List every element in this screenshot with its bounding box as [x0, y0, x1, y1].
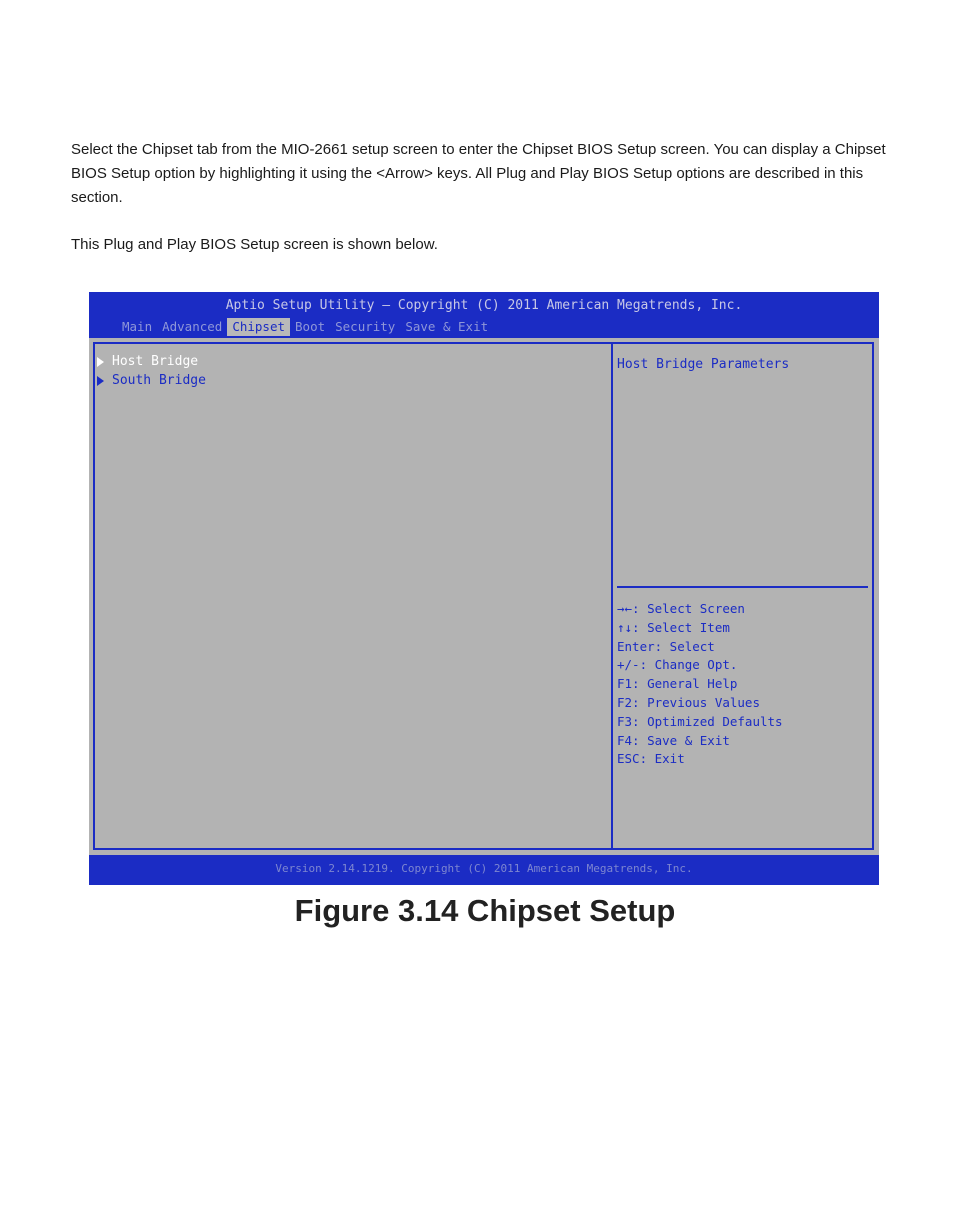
- screen-intro-paragraph: This Plug and Play BIOS Setup screen is shown below.: [71, 236, 438, 253]
- key-help-item: Enter: Select: [617, 638, 715, 654]
- intro-paragraph: Select the Chipset tab from the MIO-2661 setup screen to enter the Chipset BIOS Setup screen. You can display a Chipset BIOS Setup option by highlighting it using the <Arrow> keys. All Plug and Play BIOS Setup options are described in this section.: [71, 141, 886, 206]
- key-help-item: F1: General Help: [617, 676, 738, 692]
- key-help-item: ESC: Exit: [617, 751, 685, 767]
- item-help-text: Host Bridge Parameters: [617, 357, 790, 372]
- menu-item-label: South Bridge: [112, 373, 206, 388]
- key-help-item: ↑↓: Select Item: [617, 619, 730, 635]
- key-help-item: F3: Optimized Defaults: [617, 713, 783, 729]
- menu-item-south-bridge[interactable]: [97, 371, 206, 390]
- tab-advanced[interactable]: Advanced: [162, 319, 223, 334]
- bios-tab-bar: [117, 318, 493, 336]
- tab-chipset[interactable]: Chipset: [227, 318, 290, 336]
- figure-caption: Figure 3.14 Chipset Setup: [294, 893, 676, 928]
- chipset-menu: [97, 352, 206, 390]
- bios-footer: [89, 855, 879, 885]
- bios-body: [89, 338, 879, 855]
- key-help-item: F4: Save & Exit: [617, 732, 730, 748]
- submenu-arrow-icon: [97, 357, 104, 367]
- bios-header: [89, 292, 879, 338]
- bios-version-text: Version 2.14.1219. Copyright (C) 2011 American Megatrends, Inc.: [275, 862, 693, 875]
- tab-security[interactable]: Security: [335, 319, 396, 334]
- key-help-item: +/-: Change Opt.: [617, 657, 738, 673]
- key-help-item: F2: Previous Values: [617, 694, 760, 710]
- tab-main[interactable]: Main: [122, 319, 153, 334]
- bios-screenshot: [89, 292, 879, 885]
- help-panel: [611, 342, 874, 850]
- menu-panel: [93, 342, 612, 850]
- bios-title: Aptio Setup Utility – Copyright (C) 2011 American Megatrends, Inc.: [225, 298, 743, 313]
- menu-item-host-bridge[interactable]: [97, 352, 206, 371]
- help-panel-divider: [617, 586, 868, 588]
- tab-boot[interactable]: Boot: [295, 319, 326, 334]
- submenu-arrow-icon: [97, 376, 104, 386]
- tab-save-exit[interactable]: Save & Exit: [405, 319, 489, 334]
- menu-item-label: Host Bridge: [112, 354, 199, 369]
- key-help-item: →←: Select Screen: [617, 601, 745, 616]
- key-help-list: [617, 600, 783, 769]
